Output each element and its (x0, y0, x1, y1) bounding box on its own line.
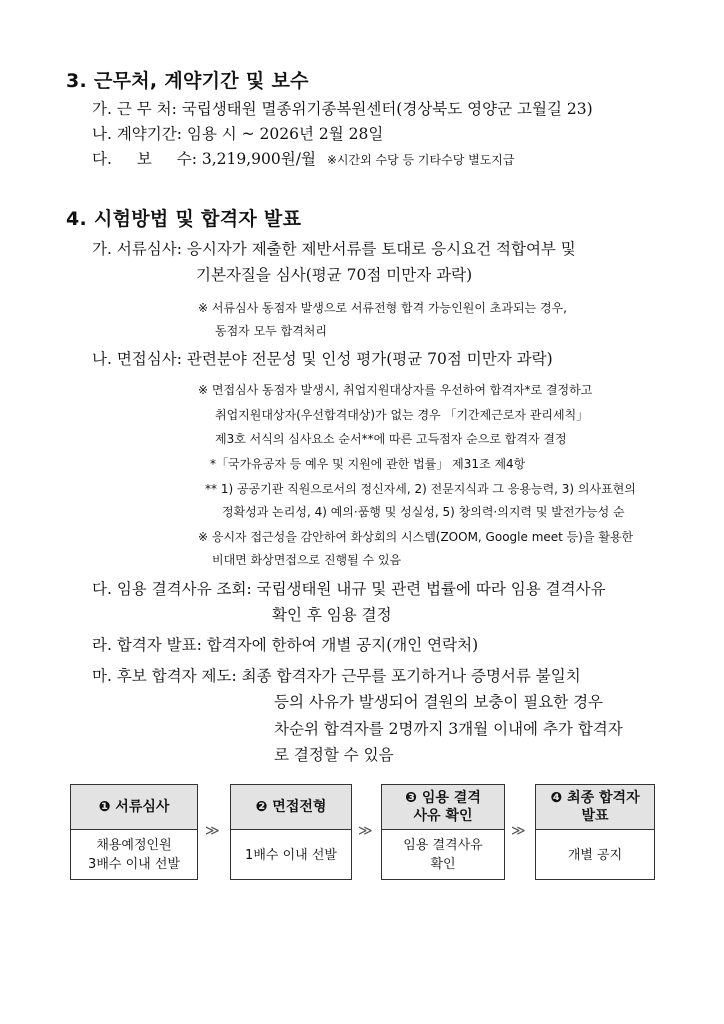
disqualification-check-line2: 확인 후 임용 결정 (272, 606, 392, 624)
document-review-note2: 동점자 모두 합격처리 (215, 324, 327, 338)
announcement-line: 라. 합격자 발표: 합격자에 한하여 개별 공지(개인 연락처) (92, 636, 479, 654)
flow-step-desc (536, 830, 654, 880)
reserve-candidate-line3: 차순위 합격자를 2명까지 3개월 이내에 추가 합격자 (274, 720, 623, 738)
interview-note6: 정확성과 논리성, 4) 예의·품행 및 성실성, 5) 창의력·의지력 및 발전가능성 순 (222, 505, 625, 519)
flow-step-desc (231, 830, 351, 880)
flow-step-disqualification-check (381, 784, 505, 880)
flow-step-title: ❷ 면접전형 (231, 785, 351, 830)
workplace-line: 가. 근 무 처: 국립생태원 멸종위기종복원센터(경상북도 영양군 고월길 23) (92, 100, 593, 118)
flow-step-desc-line1: 임용 결격사유 (403, 838, 483, 853)
flow-step-final-announcement (535, 784, 655, 880)
reserve-candidate-line4: 로 결정할 수 있음 (274, 746, 394, 764)
flow-step-interview (230, 784, 352, 880)
reserve-candidate-line2: 등의 사유가 발생되어 결원의 보충이 필요한 경우 (274, 693, 604, 711)
reserve-candidate-line1: 마. 후보 합격자 제도: 최종 합격자가 근무를 포기하거나 증명서류 불일치 (92, 667, 581, 685)
document-review-line2: 기본자질을 심사(평균 70점 미만자 과락) (196, 266, 473, 284)
document-review-note1: ※ 서류심사 동점자 발생으로 서류전형 합격 가능인원이 초과되는 경우, (198, 301, 567, 315)
flow-step-desc-line1: 채용예정인원 (96, 838, 172, 853)
document-review-line1: 가. 서류심사: 응시자가 제출한 제반서류를 토대로 응시요건 적합여부 및 (92, 240, 576, 258)
flow-step-document-review (70, 784, 198, 880)
interview-note4: *「국가유공자 등 예우 및 지원에 관한 법률」 제31조 제4항 (210, 457, 526, 471)
flow-arrow-3: ≫ (511, 823, 526, 839)
flow-step-title: ❶ 서류심사 (71, 785, 197, 830)
flow-step-desc (382, 830, 504, 880)
section3-heading: 3. 근무처, 계약기간 및 보수 (66, 70, 309, 92)
pay-label: 다. 보 수: (92, 150, 197, 168)
interview-note7: ※ 응시자 접근성을 감안하여 화상회의 시스템(ZOOM, Google meet 등)을 활용한 (198, 530, 634, 544)
contract-period-line: 나. 계약기간: 임용 시 ~ 2026년 2월 28일 (92, 125, 384, 143)
section4-heading: 4. 시험방법 및 합격자 발표 (66, 208, 302, 230)
flow-step-desc-line2: 확인 (430, 857, 456, 872)
interview-note1: ※ 면접심사 동점자 발생시, 취업지원대상자를 우선하여 합격자*로 결정하고 (198, 383, 593, 397)
interview-line: 나. 면접심사: 관련분야 전문성 및 인성 평가(평균 70점 미만자 과락) (92, 350, 553, 368)
flow-step-desc-line1: 1배수 이내 선발 (245, 847, 337, 863)
flow-step-title: ❹ 최종 합격자 발표 (536, 785, 654, 830)
flow-arrow-1: ≫ (205, 823, 220, 839)
interview-note3: 제3호 서식의 심사요소 순서**에 따른 고득점자 순으로 합격자 결정 (215, 432, 567, 446)
flow-arrow-2: ≫ (358, 823, 373, 839)
flow-step-desc-line1: 개별 공지 (567, 847, 623, 863)
interview-note2: 취업지원대상자(우선합격대상)가 없는 경우 「기간제근로자 관리세칙」 (215, 408, 589, 422)
flow-step-desc-line2: 3배수 이내 선발 (88, 857, 180, 872)
pay-note: ※시간외 수당 등 기타수당 별도지급 (326, 153, 515, 167)
interview-note5: ** 1) 공공기관 직원으로서의 정신자세, 2) 전문지식과 그 응용능력, 3) 의사표현의 (205, 482, 636, 496)
pay-line (92, 150, 514, 169)
pay-value: 3,219,900원/월 (201, 150, 316, 168)
disqualification-check-line1: 다. 임용 결격사유 조회: 국립생태원 내규 및 관련 법률에 따라 임용 결격사유 (92, 580, 606, 598)
interview-note8: 비대면 화상면접으로 진행될 수 있음 (212, 553, 402, 567)
flow-step-title: ❸ 임용 결격사유 확인 (382, 785, 504, 830)
flow-step-desc (71, 830, 197, 880)
